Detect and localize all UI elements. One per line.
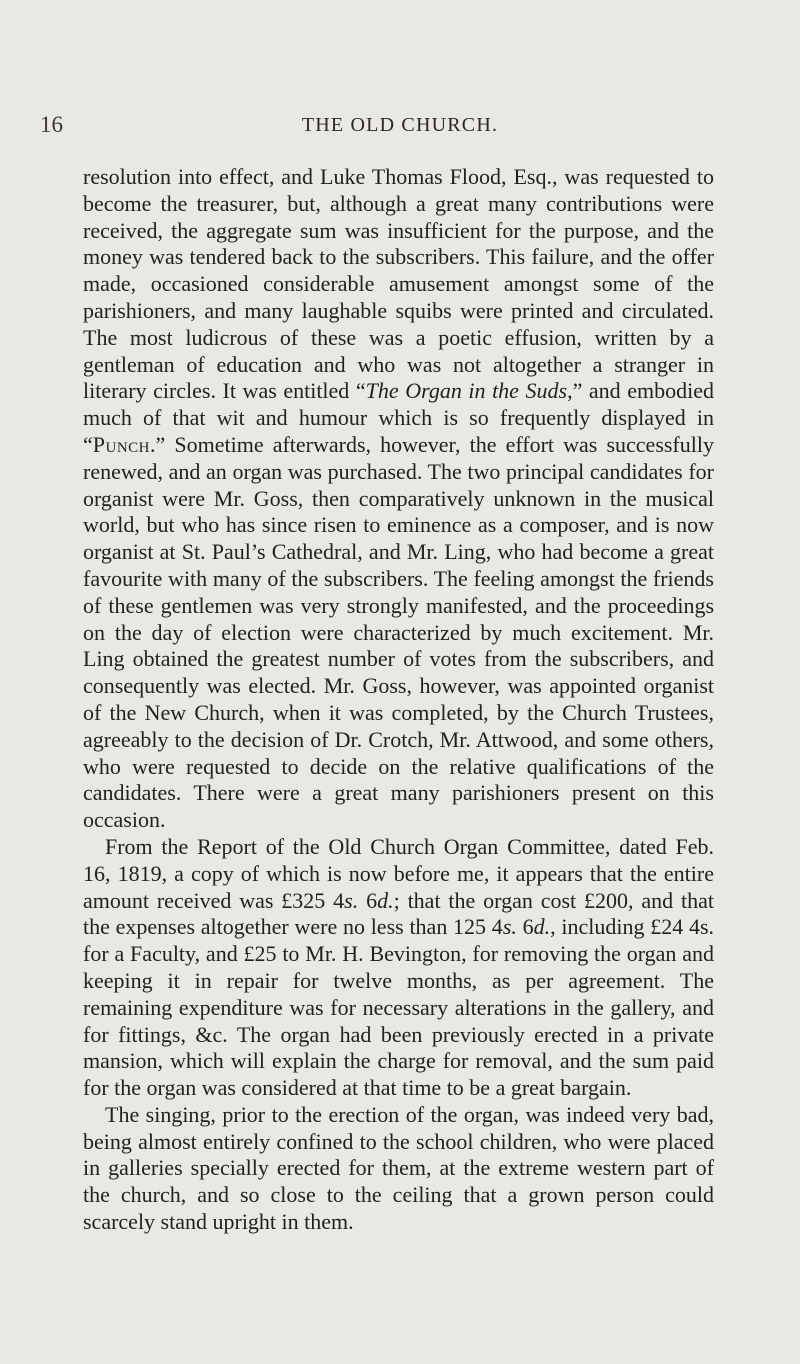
p2-text-e: , including £24 4s. for a Faculty, and £25 to Mr. H. Bevington, for removing the organ and keeping it in repair for twelve months, as per agreement. The remaining expenditure was for necessary alterations in the gallery, and for fittings, &c. The organ had been previously erected in a private mansion, which will explain the charge for removal, and the sum paid for the organ was considered at that time to be a great bargain. [83, 914, 715, 1101]
p2-pence-1: d. [377, 887, 394, 913]
p2-text-d: 6 [516, 914, 534, 940]
body-text [83, 164, 714, 1236]
p2-text-c: ; that the organ cost £200, and that the expenses altogether were no less than 125 4 [83, 887, 715, 940]
p1-text-c: .” Sometime afterwards, however, the effort was successfully renewed, and an organ was purchased. The two principal candidates for organist were Mr. Goss, then comparatively unknown in the musical world, but who has since risen to eminence as a composer, and is now organist at St. Paul’s Cathedral, and Mr. Ling, who had become a great favourite with many of the subscribers. The feeling amongst the friends of these gentlemen was very strongly manifested, and the proceedings on the day of election were characterized by much excitement. Mr. Ling obtained the greatest number of votes from the subscribers, and consequently was elected. Mr. Goss, however, was appointed organist of the New Church, when it was completed, by the Church Trustees, agreeably to the decision of Dr. Crotch, Mr. Attwood, and some others, who were requested to decide on the relative qualifications of the candidates. There were a great many parishioners present on this occasion. [83, 431, 714, 833]
p2-pence-2: d. [533, 914, 551, 940]
paragraph-1 [83, 164, 714, 834]
p1-text-b: ,” and embodied much of that wit and humour which is so frequently displayed in “ [83, 378, 714, 457]
running-title: THE OLD CHURCH. [301, 114, 499, 136]
paragraph-2 [83, 834, 714, 1102]
paragraph-3: The singing, prior to the erection of the organ, was indeed very bad, being almost entirely confined to the school children, who were placed in galleries specially erected for them, at the extreme western part of the church, and so close to the ceiling that a grown person could scarcely stand upright in them. [83, 1101, 714, 1235]
p2-text-b: 6 [358, 887, 378, 913]
p2-text-a: From the Report of the Old Church Organ Committee, dated Feb. 16, 1819, a copy of which is now before me, it appears that the entire amount received was £325 4 [83, 833, 714, 913]
page-number: 16 [40, 112, 63, 137]
p2-shillings-1: s. [344, 887, 359, 913]
p2-shillings-2: s. [502, 914, 517, 940]
punch-title: Punch [92, 431, 151, 457]
p1-text-a: resolution into effect, and Luke Thomas Flood, Esq., was requested to become the treasurer, but, although a great many contributions were received, the aggregate sum was insufficient for the purpose, and the money was tendered back to the subscribers. This failure, and the offer made, occasioned considerable amusement amongst some of the parishioners, and many laughable squibs were printed and circulated. The most ludicrous of these was a poetic effusion, written by a gentleman of education and who was not altogether a stranger in literary circles. It was entitled “ [83, 164, 714, 404]
poem-title: The Organ in the Suds [365, 378, 568, 404]
